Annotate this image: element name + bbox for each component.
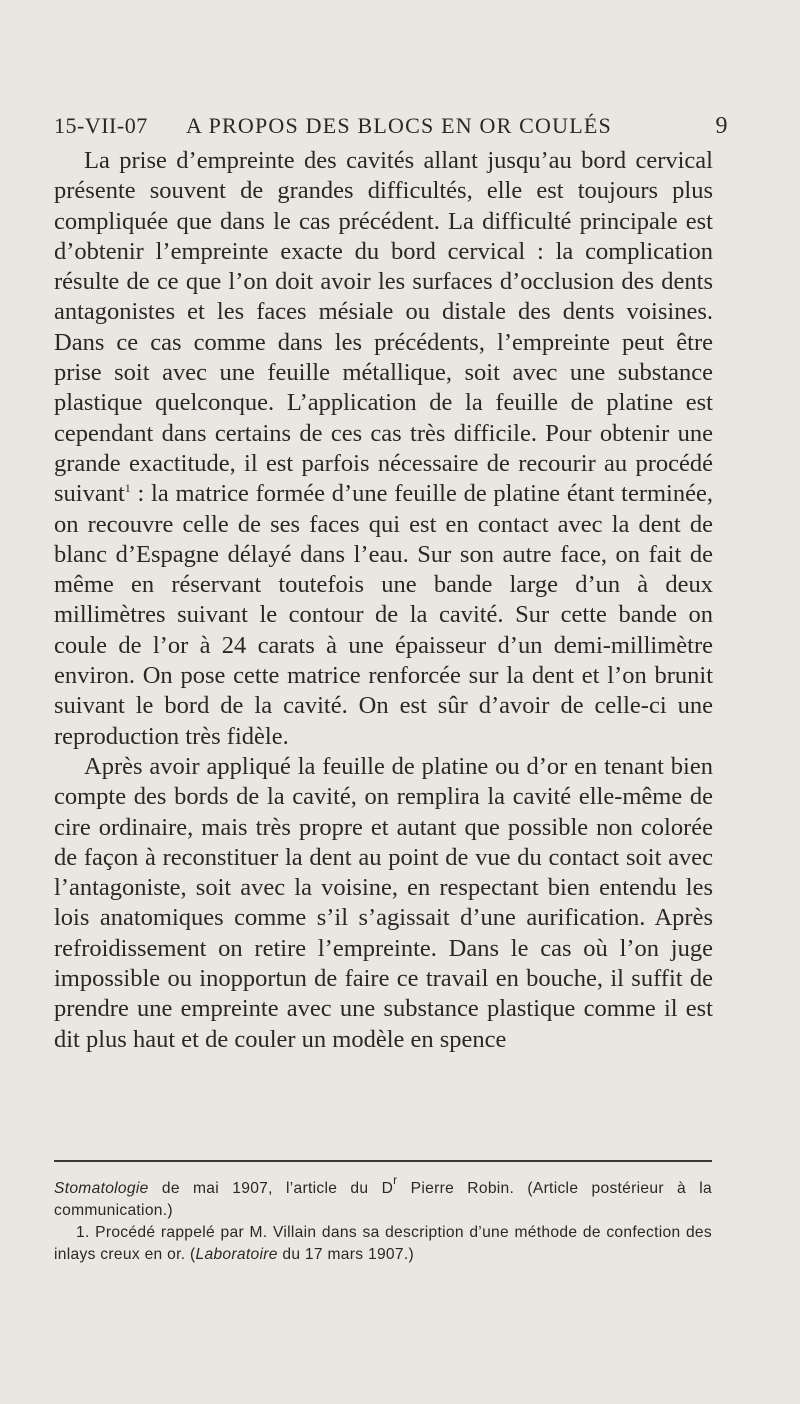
paragraph-1-start: La prise d’empreinte des cavités allant jusqu’au bord cervical présente souvent de grandes difficultés, elle est toujours plus compliquée que dans le cas précédent. La difficulté principale est d’obtenir l’empreinte exacte du bord cervical : la complication résulte de ce que l’on doit avoir les surfaces d’occlusion des dents antagonistes et les faces mésiale ou distale des dents voisines. Dans ce cas comme dans les précédents, l’empreinte peut être prise soit avec une feuille métallique, soit avec une substance plastique quelconque. L’application de la feuille de platine est cependant dans certains de ces cas très difficile. Pour obtenir une grande exactitude, il est parfois nécessaire de recourir au procédé suivant [54,147,713,508]
doctor-abbrev-sup: r [393,1173,398,1187]
page-number: 9 [715,113,728,139]
header-date: 15-VII-07 [54,113,148,138]
footnote-continued-text-a: de mai 1907, l’article du D [148,1180,394,1197]
footnotes [54,1173,712,1266]
footnote-continued-text-b: Pierre Robin. (Article postérieur à la communication.) [54,1180,712,1219]
footnote-1-text-b: du 17 mars 1907.) [277,1246,415,1263]
footnote-continued [54,1173,712,1222]
footnote-rule [54,1160,712,1162]
paragraph-1 [54,146,713,752]
footnote-ref-1: 1 [124,481,131,496]
running-header [54,113,728,143]
journal-name-stomatologie: Stomatologie [54,1180,149,1197]
body-text [54,146,713,1055]
footnote-1-text-a: 1. Procédé rappelé par M. Villain dans sa description d’une méthode de confection des inlays creux en or. ( [54,1224,712,1263]
journal-name-laboratoire: Laboratoire [195,1246,278,1263]
paragraph-1-end: : la matrice formée d’une feuille de platine étant terminée, on recouvre celle de ses faces qui est en contact avec la dent de blanc d’Espagne délayé dans l’eau. Sur son autre face, on fait de même en réservant toutefois une bande large d’un à deux millimètres suivant le contour de la cavité. Sur cette bande on coule de l’or à 24 carats à une épaisseur d’un demi-millimètre environ. On pose cette matrice renforcée sur la dent et l’on brunit suivant le bord de la cavité. On est sûr d’avoir de celle-ci une reproduction très fidèle. [54,480,713,750]
paragraph-2: Après avoir appliqué la feuille de platine ou d’or en tenant bien compte des bords de la cavité, on remplira la cavité elle-même de cire ordinaire, mais très propre et autant que possible non colorée de façon à reconstituer la dent au point de vue du contact soit avec l’antagoniste, soit avec la voisine, en respectant bien entendu les lois anatomiques comme s’il s’agissait d’une aurification. Après refroidissement on retire l’empreinte. Dans le cas où l’on juge impossible ou inopportun de faire ce travail en bouche, il suffit de prendre une empreinte avec une substance plastique comme il est dit plus haut et de couler un modèle en spence [54,752,713,1053]
header-title: A PROPOS DES BLOCS EN OR COULÉS [186,113,612,138]
footnote-1 [54,1222,712,1266]
